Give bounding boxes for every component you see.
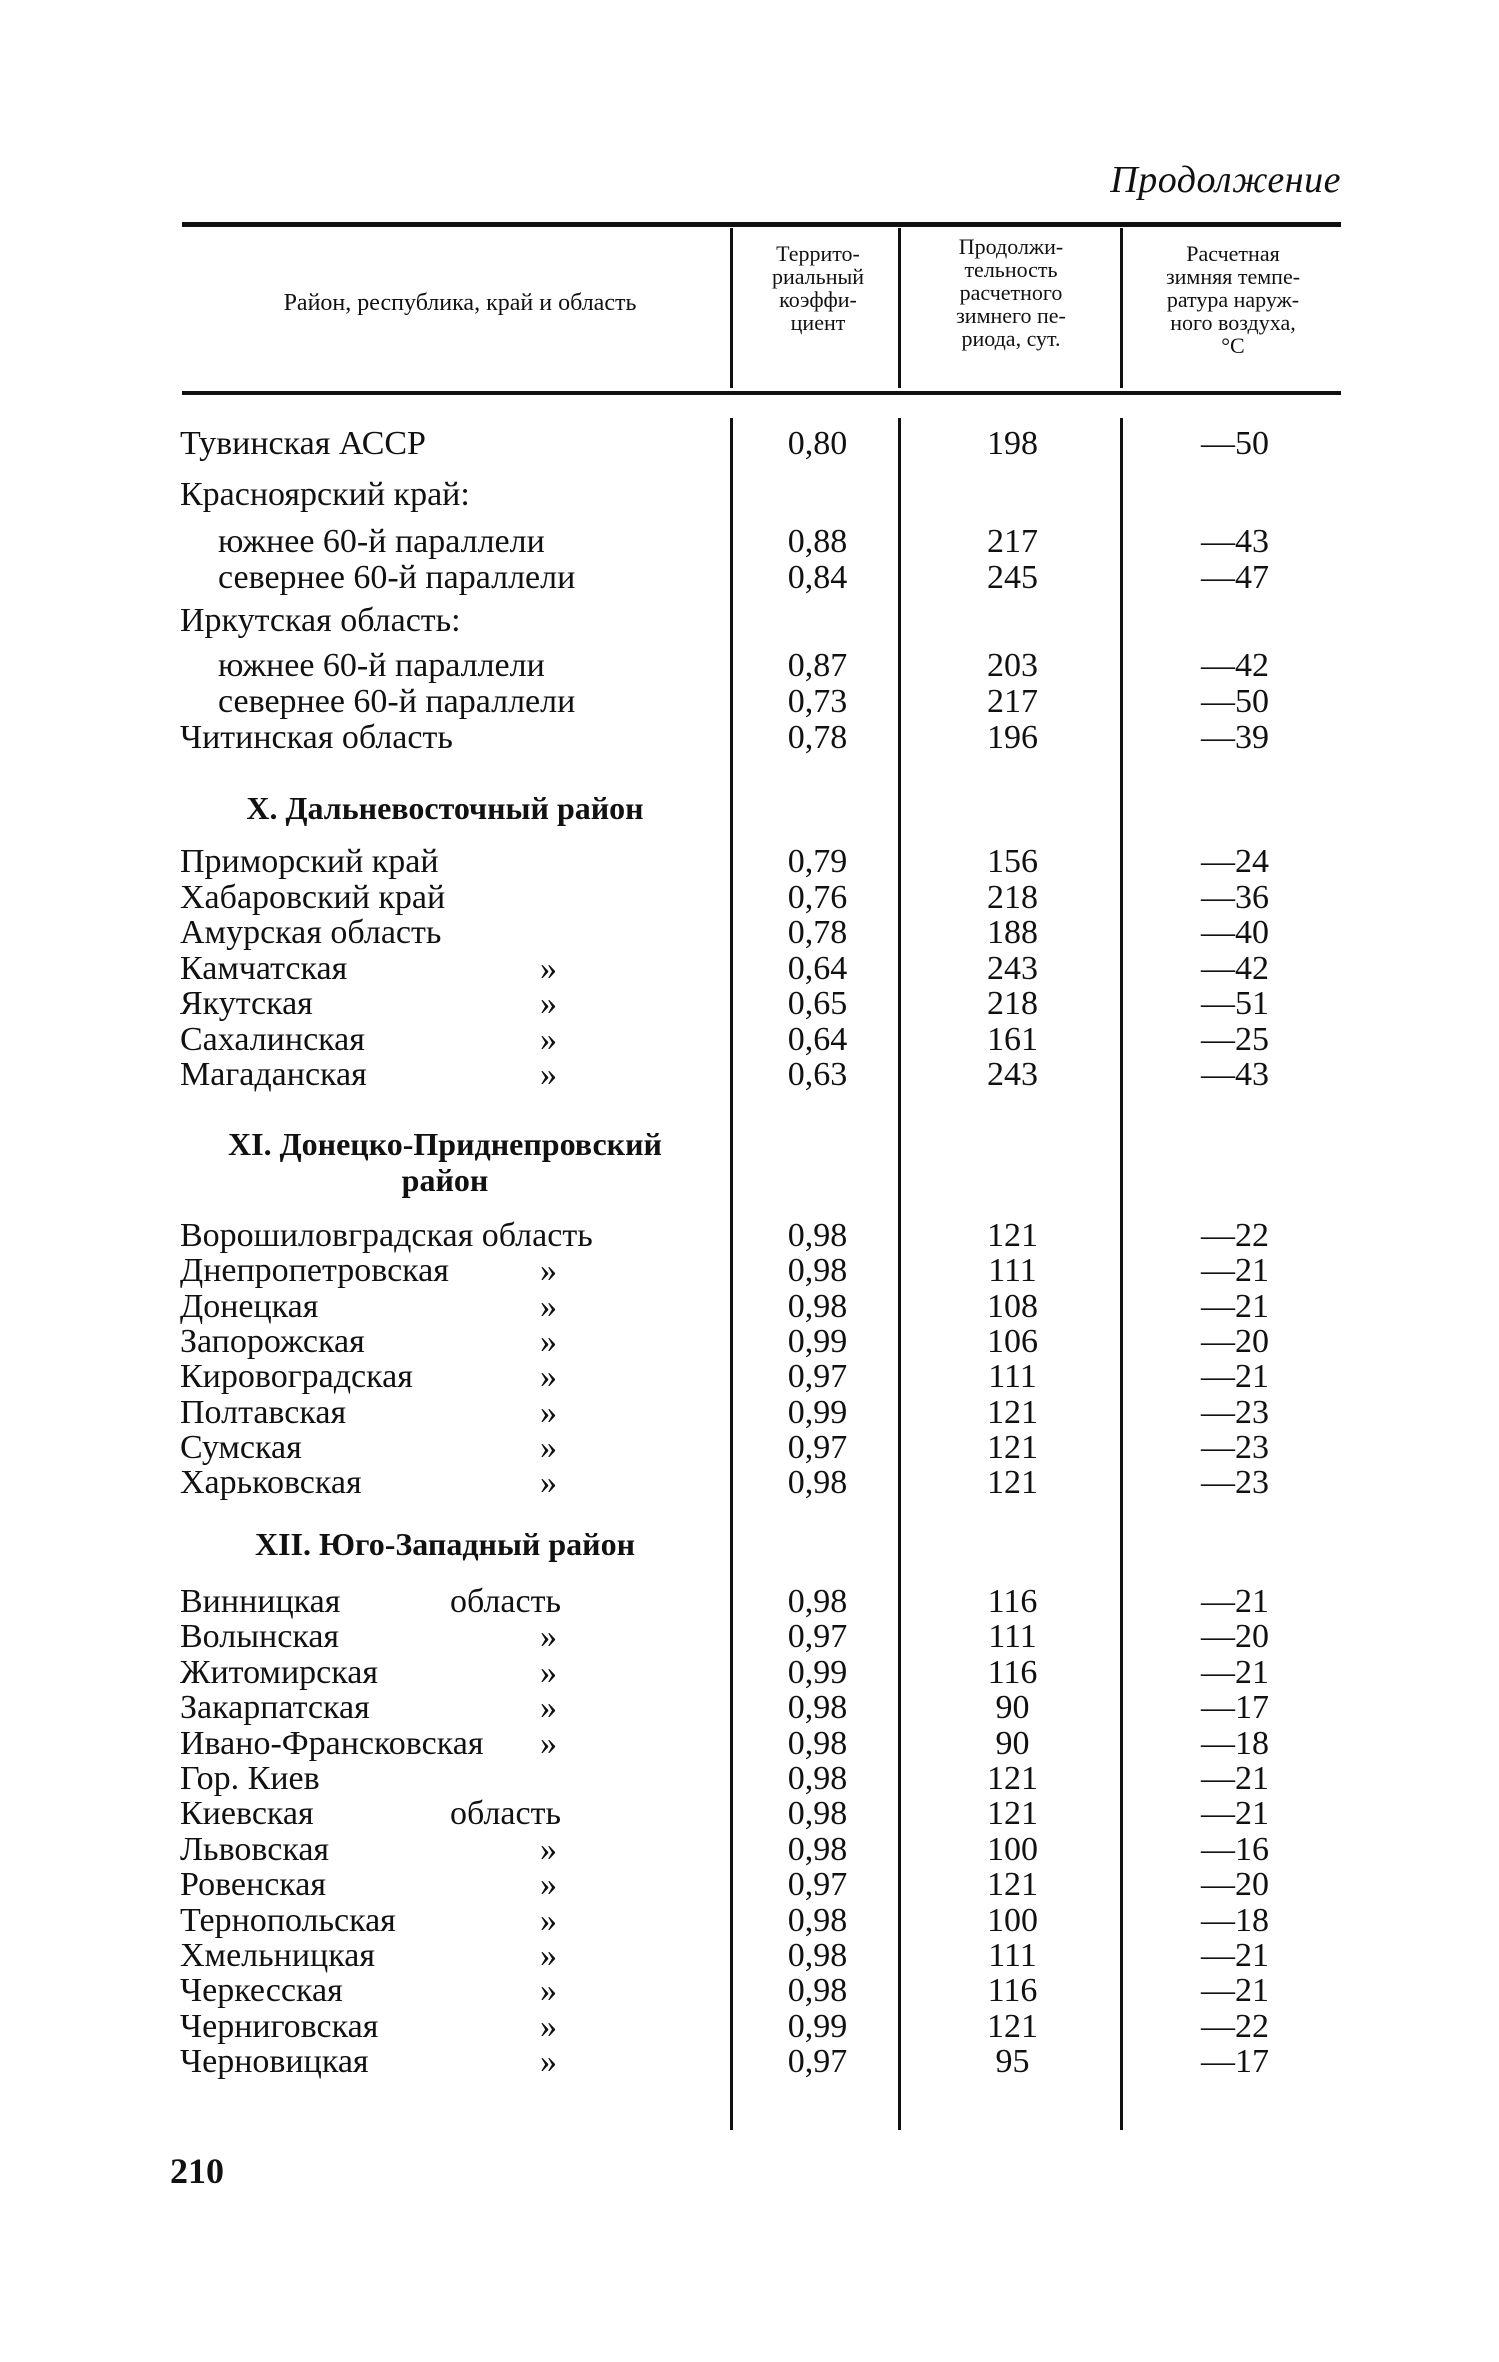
region-name: Житомирская: [180, 1653, 378, 1691]
temperature-value: —23: [1201, 1393, 1269, 1431]
ditto-suffix: »: [540, 985, 557, 1022]
region-name: Хабаровский край: [180, 878, 446, 916]
region-name: Полтавская: [180, 1393, 347, 1431]
table-row: [0, 524, 1499, 560]
ditto-suffix: »: [540, 1287, 557, 1325]
duration-value: 243: [987, 1056, 1038, 1093]
table-row: [0, 1465, 1499, 1501]
table-row: [0, 1726, 1499, 1762]
duration-value: 121: [987, 1217, 1038, 1254]
temperature-value: —21: [1201, 1937, 1269, 1974]
region-name: Читинская область: [180, 719, 453, 756]
header-duration: [906, 235, 1116, 350]
coefficient-value: 0,98: [787, 1583, 848, 1620]
duration-value: 108: [987, 1287, 1038, 1325]
temperature-value: —21: [1201, 1760, 1269, 1797]
duration-value: 121: [987, 1866, 1038, 1904]
coefficient-value: 0,98: [787, 1937, 848, 1974]
duration-value: 116: [987, 1972, 1038, 2010]
header-line: зимнего пе-: [956, 303, 1066, 328]
coefficient-value: 0,99: [787, 1322, 848, 1360]
coefficient-value: 0,98: [787, 1217, 848, 1254]
table-row: [0, 426, 1499, 462]
coefficient-value: 0,98: [787, 1972, 848, 2010]
ditto-suffix: »: [540, 1618, 557, 1656]
temperature-value: —18: [1201, 1724, 1269, 1762]
coefficient-value: 0,97: [787, 1866, 848, 1904]
table-top-rule: [182, 222, 1341, 227]
temperature-value: —17: [1201, 1689, 1269, 1727]
header-line: коэффи-: [779, 287, 857, 312]
coefficient-value: 0,87: [787, 647, 848, 684]
temperature-value: —21: [1201, 1358, 1269, 1396]
region-name: Донецкая: [180, 1287, 319, 1325]
ditto-suffix: »: [540, 1322, 557, 1360]
duration-value: 121: [987, 1464, 1038, 1502]
section-heading-line: X. Дальневосточный район: [246, 790, 644, 826]
temperature-value: —42: [1201, 647, 1269, 684]
ditto-suffix: »: [540, 1937, 557, 1974]
duration-value: 116: [987, 1653, 1038, 1691]
table-row: [0, 1619, 1499, 1655]
header-line: зимняя темпе-: [1165, 264, 1301, 289]
temperature-value: —43: [1201, 1056, 1269, 1093]
table-row: [0, 560, 1499, 596]
table-row: [0, 1289, 1499, 1325]
temperature-value: —16: [1201, 1830, 1269, 1868]
temperature-value: —47: [1201, 559, 1269, 596]
coefficient-value: 0,97: [787, 1428, 848, 1466]
header-line: риода, сут.: [961, 326, 1061, 351]
coefficient-value: 0,99: [787, 2007, 848, 2045]
ditto-suffix: »: [540, 1830, 557, 1868]
coefficient-value: 0,64: [787, 1020, 848, 1058]
duration-value: 121: [987, 1393, 1038, 1431]
table-row: [0, 1430, 1499, 1466]
duration-value: 188: [987, 914, 1038, 951]
temperature-value: —42: [1201, 949, 1269, 987]
coefficient-value: 0,65: [787, 985, 848, 1022]
table-row: [0, 684, 1499, 720]
duration-value: 121: [987, 2007, 1038, 2045]
coefficient-value: 0,76: [787, 878, 848, 916]
region-name: Тернопольская: [180, 1901, 396, 1939]
duration-value: 111: [988, 1937, 1037, 1974]
ditto-suffix: »: [540, 1252, 557, 1290]
table-row: [0, 1253, 1499, 1289]
coefficient-value: 0,97: [787, 1358, 848, 1396]
region-name: Львовская: [180, 1830, 330, 1868]
header-temperature: [1126, 242, 1340, 357]
region-name: Закарпатская: [180, 1689, 370, 1727]
temperature-value: —36: [1201, 878, 1269, 916]
region-name: Сахалинская: [180, 1020, 365, 1058]
temperature-value: —24: [1201, 843, 1269, 880]
section-heading: [180, 790, 710, 826]
ditto-suffix: »: [540, 1020, 557, 1058]
table-row: [0, 1690, 1499, 1726]
ditto-suffix: область: [450, 1795, 561, 1833]
ditto-suffix: »: [540, 1689, 557, 1727]
table-row: [0, 2009, 1499, 2045]
ditto-suffix: »: [540, 1428, 557, 1466]
ditto-suffix: »: [540, 2043, 557, 2081]
temperature-value: —21: [1201, 1972, 1269, 2010]
region-name: Тувинская АССР: [180, 425, 426, 462]
duration-value: 243: [987, 949, 1038, 987]
region-name: Ровенская: [180, 1866, 327, 1904]
ditto-suffix: »: [540, 1653, 557, 1691]
duration-value: 156: [987, 843, 1038, 880]
temperature-value: —50: [1201, 683, 1269, 720]
ditto-suffix: »: [540, 1056, 557, 1093]
duration-value: 121: [987, 1795, 1038, 1833]
region-name: Днепропетровская: [180, 1252, 449, 1290]
duration-value: 90: [995, 1689, 1030, 1727]
header-line: ратура наруж-: [1166, 287, 1300, 312]
duration-value: 203: [987, 647, 1038, 684]
table-row: [0, 986, 1499, 1022]
region-name: Хмельницкая: [180, 1937, 375, 1974]
duration-value: 116: [987, 1583, 1038, 1620]
header-line: Продолжи-: [958, 234, 1064, 259]
coefficient-value: 0,98: [787, 1760, 848, 1797]
duration-value: 245: [987, 559, 1038, 596]
table-row: [0, 1584, 1499, 1620]
coefficient-value: 0,98: [787, 1795, 848, 1833]
temperature-value: —25: [1201, 1020, 1269, 1058]
temperature-value: —51: [1201, 985, 1269, 1022]
table-row: [0, 1832, 1499, 1868]
ditto-suffix: »: [540, 1866, 557, 1904]
region-name: Камчатская: [180, 949, 348, 987]
table-row: [0, 1057, 1499, 1093]
duration-value: 121: [987, 1428, 1038, 1466]
page-number: 210: [170, 2151, 224, 2191]
duration-value: 106: [987, 1322, 1038, 1360]
region-name: Харьковская: [180, 1464, 362, 1502]
temperature-value: —39: [1201, 719, 1269, 756]
region-name: южнее 60-й параллели: [218, 523, 545, 560]
region-name: Иркутская область:: [180, 602, 461, 639]
duration-value: 196: [987, 719, 1038, 756]
region-name: Якутская: [180, 985, 313, 1022]
ditto-suffix: »: [540, 1724, 557, 1762]
ditto-suffix: »: [540, 2007, 557, 2045]
region-name: Амурская область: [180, 914, 442, 951]
table-row: [0, 1022, 1499, 1058]
temperature-value: —18: [1201, 1901, 1269, 1939]
coefficient-value: 0,98: [787, 1724, 848, 1762]
coefficient-value: 0,98: [787, 1689, 848, 1727]
table-row: [0, 2044, 1499, 2080]
header-line: расчетного: [959, 280, 1063, 305]
coefficient-value: 0,79: [787, 843, 848, 880]
ditto-suffix: »: [540, 1464, 557, 1502]
duration-value: 100: [987, 1901, 1038, 1939]
coefficient-value: 0,99: [787, 1393, 848, 1431]
column-divider-1: [730, 228, 733, 388]
region-name: Винницкая: [180, 1583, 341, 1620]
region-name: Черниговская: [180, 2007, 379, 2045]
duration-value: 111: [988, 1358, 1037, 1396]
temperature-value: —20: [1201, 1618, 1269, 1656]
temperature-value: —21: [1201, 1583, 1269, 1620]
coefficient-value: 0,98: [787, 1830, 848, 1868]
coefficient-value: 0,97: [787, 2043, 848, 2081]
temperature-value: —23: [1201, 1464, 1269, 1502]
region-name: Сумская: [180, 1428, 302, 1466]
header-line: риальный: [771, 264, 865, 289]
temperature-value: —20: [1201, 1866, 1269, 1904]
region-name: севернее 60-й параллели: [218, 559, 576, 596]
ditto-suffix: »: [540, 1393, 557, 1431]
ditto-suffix: »: [540, 1358, 557, 1396]
table-row: [0, 951, 1499, 987]
temperature-value: —43: [1201, 523, 1269, 560]
region-name: Ворошиловградская область: [180, 1217, 593, 1254]
region-name: Приморский край: [180, 843, 439, 880]
table-row: [0, 1761, 1499, 1797]
header-coefficient: [738, 242, 898, 334]
table-row: [0, 603, 1499, 639]
region-name: Магаданская: [180, 1056, 367, 1093]
header-line: Расчетная: [1186, 241, 1280, 266]
region-name: Красноярский край:: [180, 476, 470, 513]
coefficient-value: 0,64: [787, 949, 848, 987]
header-region: Район, республика, край и область: [283, 290, 637, 316]
header-line: Террито-: [776, 241, 860, 266]
coefficient-value: 0,88: [787, 523, 848, 560]
header-line: тельность: [964, 257, 1058, 282]
duration-value: 198: [987, 425, 1038, 462]
coefficient-value: 0,78: [787, 914, 848, 951]
coefficient-value: 0,78: [787, 719, 848, 756]
coefficient-value: 0,98: [787, 1901, 848, 1939]
table-row: [0, 477, 1499, 513]
ditto-suffix: »: [540, 949, 557, 987]
region-name: Волынская: [180, 1618, 340, 1656]
region-name: Киевская: [180, 1795, 314, 1833]
coefficient-value: 0,98: [787, 1287, 848, 1325]
coefficient-value: 0,63: [787, 1056, 848, 1093]
column-divider-3: [1120, 228, 1123, 388]
region-name: Черкесская: [180, 1972, 343, 2010]
coefficient-value: 0,80: [787, 425, 848, 462]
duration-value: 111: [988, 1618, 1037, 1656]
section-heading: [180, 1526, 710, 1562]
table-header-rule: [182, 391, 1341, 395]
region-name: севернее 60-й параллели: [218, 683, 576, 720]
coefficient-value: 0,97: [787, 1618, 848, 1656]
section-heading-line: район: [401, 1162, 489, 1198]
temperature-value: —50: [1201, 425, 1269, 462]
temperature-value: —22: [1201, 2007, 1269, 2045]
coefficient-value: 0,73: [787, 683, 848, 720]
table-row: [0, 1973, 1499, 2009]
ditto-suffix: »: [540, 1901, 557, 1939]
header-line: °С: [1221, 333, 1245, 358]
table-row: [0, 915, 1499, 951]
table-row: [0, 1655, 1499, 1691]
section-heading-line: XII. Юго-Западный район: [254, 1526, 636, 1562]
coefficient-value: 0,98: [787, 1464, 848, 1502]
duration-value: 95: [995, 2043, 1030, 2081]
duration-value: 218: [987, 878, 1038, 916]
temperature-value: —21: [1201, 1653, 1269, 1691]
temperature-value: —21: [1201, 1795, 1269, 1833]
table-row: [0, 648, 1499, 684]
table-row: [0, 1938, 1499, 1974]
temperature-value: —40: [1201, 914, 1269, 951]
region-name: Запорожская: [180, 1322, 365, 1360]
region-name: Кировоградская: [180, 1358, 413, 1396]
section-heading-line: XI. Донецко-Приднепровский: [228, 1126, 662, 1162]
continuation-label: Продолжение: [1110, 159, 1341, 201]
duration-value: 218: [987, 985, 1038, 1022]
table-row: [0, 1903, 1499, 1939]
table-row: [0, 880, 1499, 916]
table-row: [0, 1796, 1499, 1832]
table-row: [0, 1395, 1499, 1431]
temperature-value: —23: [1201, 1428, 1269, 1466]
duration-value: 161: [987, 1020, 1038, 1058]
duration-value: 111: [988, 1252, 1037, 1290]
duration-value: 217: [987, 523, 1038, 560]
table-row: [0, 844, 1499, 880]
coefficient-value: 0,99: [787, 1653, 848, 1691]
ditto-suffix: область: [450, 1583, 561, 1620]
header-line: циент: [790, 310, 846, 335]
ditto-suffix: »: [540, 1972, 557, 2010]
temperature-value: —20: [1201, 1322, 1269, 1360]
coefficient-value: 0,98: [787, 1252, 848, 1290]
table-row: [0, 1359, 1499, 1395]
temperature-value: —21: [1201, 1252, 1269, 1290]
duration-value: 100: [987, 1830, 1038, 1868]
coefficient-value: 0,84: [787, 559, 848, 596]
region-name: южнее 60-й параллели: [218, 647, 545, 684]
table-row: [0, 1218, 1499, 1254]
temperature-value: —17: [1201, 2043, 1269, 2081]
header-line: ного воздуха,: [1170, 310, 1296, 335]
temperature-value: —22: [1201, 1217, 1269, 1254]
table-row: [0, 720, 1499, 756]
duration-value: 121: [987, 1760, 1038, 1797]
region-name: Черновицкая: [180, 2043, 369, 2081]
table-row: [0, 1324, 1499, 1360]
region-name: Ивано-Франсковская: [180, 1724, 484, 1762]
duration-value: 90: [995, 1724, 1030, 1762]
table-row: [0, 1867, 1499, 1903]
column-divider-2: [898, 228, 901, 388]
section-heading: [180, 1126, 710, 1198]
temperature-value: —21: [1201, 1287, 1269, 1325]
duration-value: 217: [987, 683, 1038, 720]
region-name: Гор. Киев: [180, 1760, 320, 1797]
